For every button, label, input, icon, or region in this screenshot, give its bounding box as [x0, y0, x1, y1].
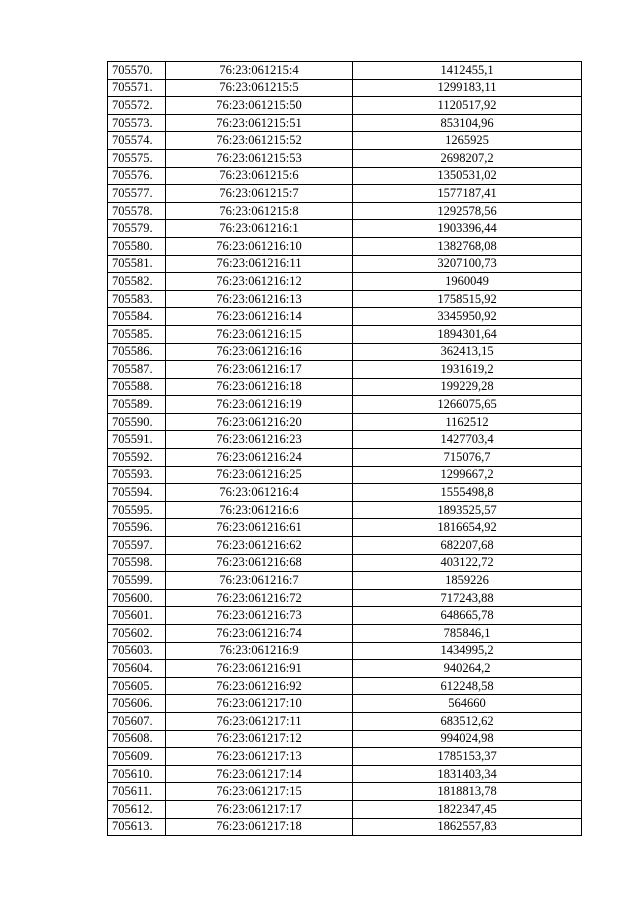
cadastral-value-cell: 1822347,45 [353, 800, 582, 818]
cadastral-value-cell: 3345950,92 [353, 308, 582, 326]
table-row [108, 695, 582, 713]
cadastral-number-cell: 76:23:061216:13 [166, 290, 353, 308]
row-number-cell: 705589. [108, 396, 166, 414]
row-number-cell: 705581. [108, 255, 166, 273]
row-number-cell: 705585. [108, 325, 166, 343]
cadastral-number-cell: 76:23:061216:15 [166, 325, 353, 343]
cadastral-value-cell: 1816654,92 [353, 519, 582, 537]
row-number-cell: 705590. [108, 413, 166, 431]
table-row [108, 255, 582, 273]
cadastral-number-cell: 76:23:061216:14 [166, 308, 353, 326]
cadastral-value-cell: 1831403,34 [353, 765, 582, 783]
cadastral-number-cell: 76:23:061217:15 [166, 783, 353, 801]
cadastral-number-cell: 76:23:061217:10 [166, 695, 353, 713]
cadastral-number-cell: 76:23:061217:11 [166, 712, 353, 730]
table-row [108, 62, 582, 80]
cadastral-value-cell: 1162512 [353, 413, 582, 431]
cadastral-value-cell: 612248,58 [353, 677, 582, 695]
table-row [108, 449, 582, 467]
table-row [108, 748, 582, 766]
cadastral-number-cell: 76:23:061215:52 [166, 132, 353, 150]
cadastral-number-cell: 76:23:061216:12 [166, 273, 353, 291]
table-row [108, 537, 582, 555]
table-row [108, 730, 582, 748]
table-row [108, 149, 582, 167]
table-row [108, 114, 582, 132]
cadastral-number-cell: 76:23:061217:12 [166, 730, 353, 748]
cadastral-value-cell: 717243,88 [353, 589, 582, 607]
cadastral-value-cell: 1893525,57 [353, 501, 582, 519]
cadastral-value-cell: 940264,2 [353, 660, 582, 678]
row-number-cell: 705575. [108, 149, 166, 167]
table-row [108, 625, 582, 643]
cadastral-value-cell: 683512,62 [353, 712, 582, 730]
row-number-cell: 705609. [108, 748, 166, 766]
cadastral-value-cell: 1903396,44 [353, 220, 582, 238]
table-row [108, 466, 582, 484]
cadastral-value-cell: 1785153,37 [353, 748, 582, 766]
cadastral-value-cell: 1350531,02 [353, 167, 582, 185]
cadastral-number-cell: 76:23:061215:7 [166, 185, 353, 203]
cadastral-value-cell: 1299183,11 [353, 79, 582, 97]
cadastral-number-cell: 76:23:061216:23 [166, 431, 353, 449]
cadastral-value-cell: 1859226 [353, 572, 582, 590]
cadastral-number-cell: 76:23:061216:20 [166, 413, 353, 431]
cadastral-value-cell: 682207,68 [353, 537, 582, 555]
cadastral-value-cell: 1120517,92 [353, 97, 582, 115]
cadastral-value-cell: 1894301,64 [353, 325, 582, 343]
row-number-cell: 705608. [108, 730, 166, 748]
table-row [108, 308, 582, 326]
cadastral-number-cell: 76:23:061217:13 [166, 748, 353, 766]
row-number-cell: 705610. [108, 765, 166, 783]
row-number-cell: 705572. [108, 97, 166, 115]
table-row [108, 554, 582, 572]
cadastral-number-cell: 76:23:061216:11 [166, 255, 353, 273]
table-row [108, 273, 582, 291]
table-row [108, 519, 582, 537]
cadastral-number-cell: 76:23:061216:62 [166, 537, 353, 555]
table-row [108, 290, 582, 308]
table-row [108, 501, 582, 519]
row-number-cell: 705593. [108, 466, 166, 484]
cadastral-value-cell: 1412455,1 [353, 62, 582, 80]
cadastral-number-cell: 76:23:061216:24 [166, 449, 353, 467]
table-row [108, 818, 582, 836]
cadastral-number-cell: 76:23:061215:8 [166, 202, 353, 220]
table-body [108, 62, 582, 836]
cadastral-value-cell: 564660 [353, 695, 582, 713]
table-row [108, 343, 582, 361]
cadastral-number-cell: 76:23:061216:92 [166, 677, 353, 695]
cadastral-number-cell: 76:23:061217:14 [166, 765, 353, 783]
table-row [108, 185, 582, 203]
cadastral-number-cell: 76:23:061215:4 [166, 62, 353, 80]
row-number-cell: 705594. [108, 484, 166, 502]
table-row [108, 642, 582, 660]
table-row [108, 660, 582, 678]
cadastral-value-cell: 1758515,92 [353, 290, 582, 308]
cadastral-number-cell: 76:23:061216:6 [166, 501, 353, 519]
table-row [108, 712, 582, 730]
cadastral-number-cell: 76:23:061216:61 [166, 519, 353, 537]
cadastral-number-cell: 76:23:061215:53 [166, 149, 353, 167]
table-row [108, 572, 582, 590]
cadastral-number-cell: 76:23:061215:50 [166, 97, 353, 115]
row-number-cell: 705607. [108, 712, 166, 730]
cadastral-value-cell: 1382768,08 [353, 237, 582, 255]
cadastral-value-cell: 199229,28 [353, 378, 582, 396]
table-row [108, 413, 582, 431]
row-number-cell: 705570. [108, 62, 166, 80]
cadastral-number-cell: 76:23:061215:51 [166, 114, 353, 132]
row-number-cell: 705598. [108, 554, 166, 572]
table-row [108, 325, 582, 343]
cadastral-value-cell: 1299667,2 [353, 466, 582, 484]
cadastral-value-cell: 1862557,83 [353, 818, 582, 836]
row-number-cell: 705599. [108, 572, 166, 590]
cadastral-value-cell: 853104,96 [353, 114, 582, 132]
cadastral-value-cell: 1265925 [353, 132, 582, 150]
row-number-cell: 705595. [108, 501, 166, 519]
row-number-cell: 705603. [108, 642, 166, 660]
row-number-cell: 705573. [108, 114, 166, 132]
cadastral-value-cell: 715076,7 [353, 449, 582, 467]
table-row [108, 167, 582, 185]
table-row [108, 589, 582, 607]
table-row [108, 79, 582, 97]
row-number-cell: 705601. [108, 607, 166, 625]
cadastral-number-cell: 76:23:061216:74 [166, 625, 353, 643]
row-number-cell: 705579. [108, 220, 166, 238]
cadastral-value-cell: 1577187,41 [353, 185, 582, 203]
cadastral-value-table [107, 61, 582, 836]
cadastral-number-cell: 76:23:061215:5 [166, 79, 353, 97]
row-number-cell: 705584. [108, 308, 166, 326]
row-number-cell: 705611. [108, 783, 166, 801]
cadastral-value-cell: 1818813,78 [353, 783, 582, 801]
row-number-cell: 705587. [108, 361, 166, 379]
row-number-cell: 705592. [108, 449, 166, 467]
cadastral-number-cell: 76:23:061216:16 [166, 343, 353, 361]
table-row [108, 783, 582, 801]
cadastral-number-cell: 76:23:061216:72 [166, 589, 353, 607]
table-row [108, 800, 582, 818]
row-number-cell: 705612. [108, 800, 166, 818]
row-number-cell: 705602. [108, 625, 166, 643]
cadastral-value-cell: 1427703,4 [353, 431, 582, 449]
cadastral-value-cell: 1292578,56 [353, 202, 582, 220]
table-row [108, 765, 582, 783]
cadastral-number-cell: 76:23:061216:68 [166, 554, 353, 572]
row-number-cell: 705613. [108, 818, 166, 836]
row-number-cell: 705606. [108, 695, 166, 713]
row-number-cell: 705596. [108, 519, 166, 537]
table-row [108, 378, 582, 396]
row-number-cell: 705583. [108, 290, 166, 308]
table-row [108, 431, 582, 449]
cadastral-number-cell: 76:23:061216:25 [166, 466, 353, 484]
cadastral-value-cell: 3207100,73 [353, 255, 582, 273]
cadastral-number-cell: 76:23:061216:9 [166, 642, 353, 660]
cadastral-number-cell: 76:23:061217:17 [166, 800, 353, 818]
row-number-cell: 705580. [108, 237, 166, 255]
cadastral-number-cell: 76:23:061216:91 [166, 660, 353, 678]
cadastral-value-cell: 1931619,2 [353, 361, 582, 379]
table-row [108, 361, 582, 379]
cadastral-number-cell: 76:23:061217:18 [166, 818, 353, 836]
table-row [108, 607, 582, 625]
table-row [108, 396, 582, 414]
row-number-cell: 705605. [108, 677, 166, 695]
row-number-cell: 705604. [108, 660, 166, 678]
table-row [108, 677, 582, 695]
cadastral-number-cell: 76:23:061216:4 [166, 484, 353, 502]
cadastral-value-cell: 362413,15 [353, 343, 582, 361]
cadastral-number-cell: 76:23:061216:17 [166, 361, 353, 379]
table-row [108, 132, 582, 150]
cadastral-value-cell: 1960049 [353, 273, 582, 291]
row-number-cell: 705577. [108, 185, 166, 203]
cadastral-number-cell: 76:23:061216:19 [166, 396, 353, 414]
cadastral-value-cell: 1555498,8 [353, 484, 582, 502]
cadastral-value-cell: 785846,1 [353, 625, 582, 643]
row-number-cell: 705582. [108, 273, 166, 291]
cadastral-number-cell: 76:23:061216:73 [166, 607, 353, 625]
table-row [108, 220, 582, 238]
cadastral-value-cell: 403122,72 [353, 554, 582, 572]
cadastral-value-cell: 648665,78 [353, 607, 582, 625]
cadastral-number-cell: 76:23:061216:7 [166, 572, 353, 590]
cadastral-value-cell: 1266075,65 [353, 396, 582, 414]
cadastral-number-cell: 76:23:061216:10 [166, 237, 353, 255]
table-row [108, 484, 582, 502]
cadastral-value-cell: 2698207,2 [353, 149, 582, 167]
cadastral-value-cell: 1434995,2 [353, 642, 582, 660]
table-row [108, 237, 582, 255]
row-number-cell: 705578. [108, 202, 166, 220]
cadastral-number-cell: 76:23:061216:18 [166, 378, 353, 396]
cadastral-number-cell: 76:23:061216:1 [166, 220, 353, 238]
table-row [108, 97, 582, 115]
row-number-cell: 705586. [108, 343, 166, 361]
row-number-cell: 705591. [108, 431, 166, 449]
table-row [108, 202, 582, 220]
row-number-cell: 705588. [108, 378, 166, 396]
row-number-cell: 705576. [108, 167, 166, 185]
cadastral-value-cell: 994024,98 [353, 730, 582, 748]
row-number-cell: 705574. [108, 132, 166, 150]
row-number-cell: 705600. [108, 589, 166, 607]
row-number-cell: 705571. [108, 79, 166, 97]
cadastral-number-cell: 76:23:061215:6 [166, 167, 353, 185]
row-number-cell: 705597. [108, 537, 166, 555]
